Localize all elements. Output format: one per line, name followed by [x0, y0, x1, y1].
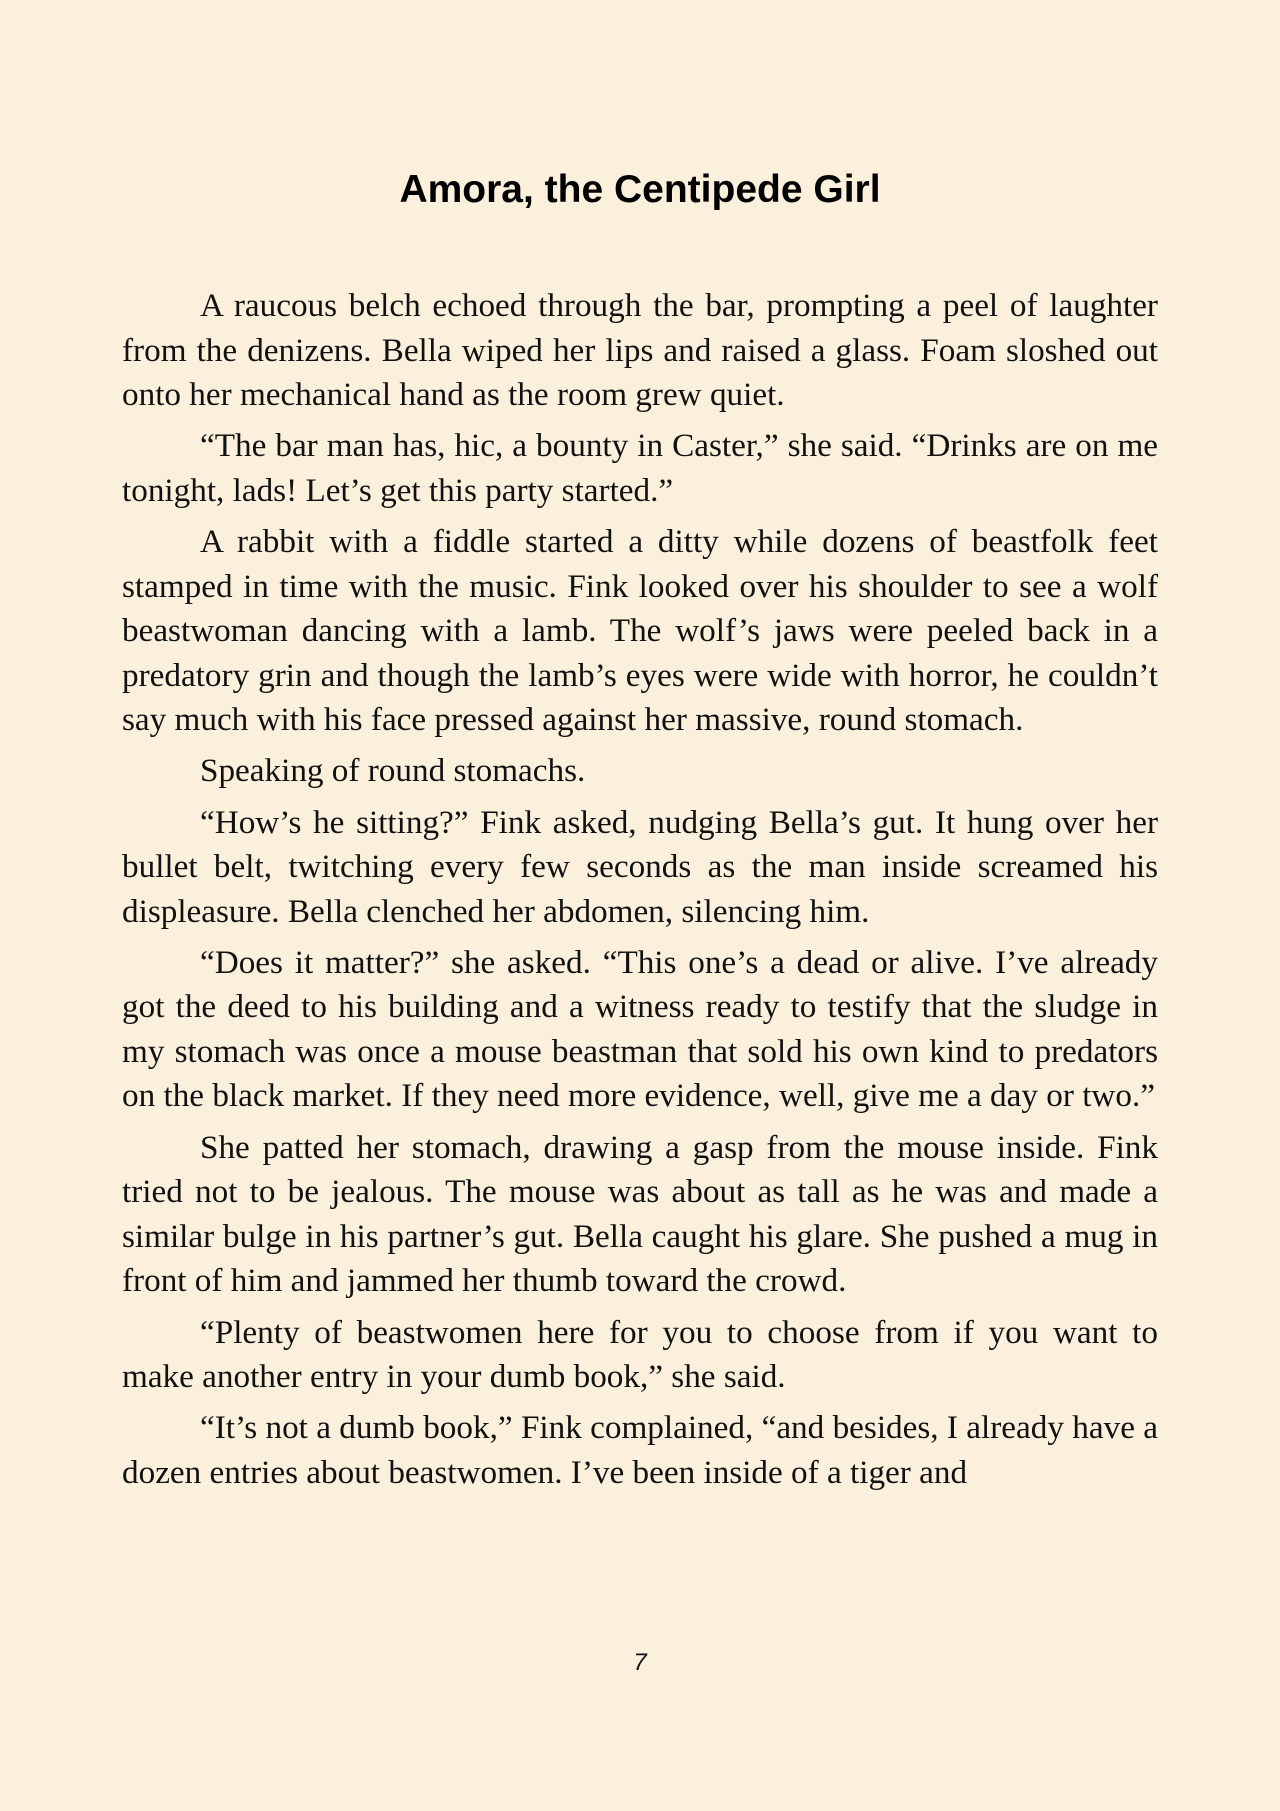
paragraph: “How’s he sitting?” Fink asked, nudging Bella’s gut. It hung over her bullet belt, twitching every few seconds as the man inside screamed his displeasure. Bella clenched her abdomen, silencing him. [122, 803, 1158, 930]
paragraph: A rabbit with a fiddle started a ditty while dozens of beastfolk feet stamped in time with the music. Fink looked over his shoulder to see a wolf beastwoman dancing with a lamb. The wolf’s jaws were peeled back in a predatory grin and though the lamb’s eyes were wide with horror, he couldn’t say much with his face pressed against her massive, round stomach. [122, 523, 1158, 739]
paragraph: “The bar man has, hic, a bounty in Caster,” she said. “Drinks are on me tonight, lads! Let’s get this party started.” [122, 427, 1158, 509]
chapter-title: Amora, the Centipede Girl [399, 168, 881, 211]
page-number: 7 [633, 1649, 647, 1676]
paragraph: “It’s not a dumb book,” Fink complained, “and besides, I already have a dozen entries about beastwomen. I’ve been inside of a tiger and [122, 1409, 1158, 1491]
paragraph: “Plenty of beastwomen here for you to choose from if you want to make another entry in your dumb book,” she said. [122, 1313, 1158, 1396]
paragraph: She patted her stomach, drawing a gasp from the mouse inside. Fink tried not to be jealous. The mouse was about as tall as he was and made a similar bulge in his partner’s gut. Bella caught his glare. She pushed a mug in front of him and jammed her thumb toward the crowd. [122, 1128, 1158, 1300]
paragraph: Speaking of round stomachs. [200, 752, 586, 790]
paragraph: “Does it matter?” she asked. “This one’s a dead or alive. I’ve already got the deed to his building and a witness ready to testify that the sludge in my stomach was once a mouse beastman that sold his own kind to predators on the black market. If they need more evidence, well, give me a day or two.” [122, 943, 1158, 1115]
chapter-body [122, 284, 1158, 1502]
paragraph: A raucous belch echoed through the bar, prompting a peel of laughter from the denizens. Bella wiped her lips and raised a glass. Foam sloshed out onto her mechanical hand as the room grew quiet. [122, 287, 1158, 413]
